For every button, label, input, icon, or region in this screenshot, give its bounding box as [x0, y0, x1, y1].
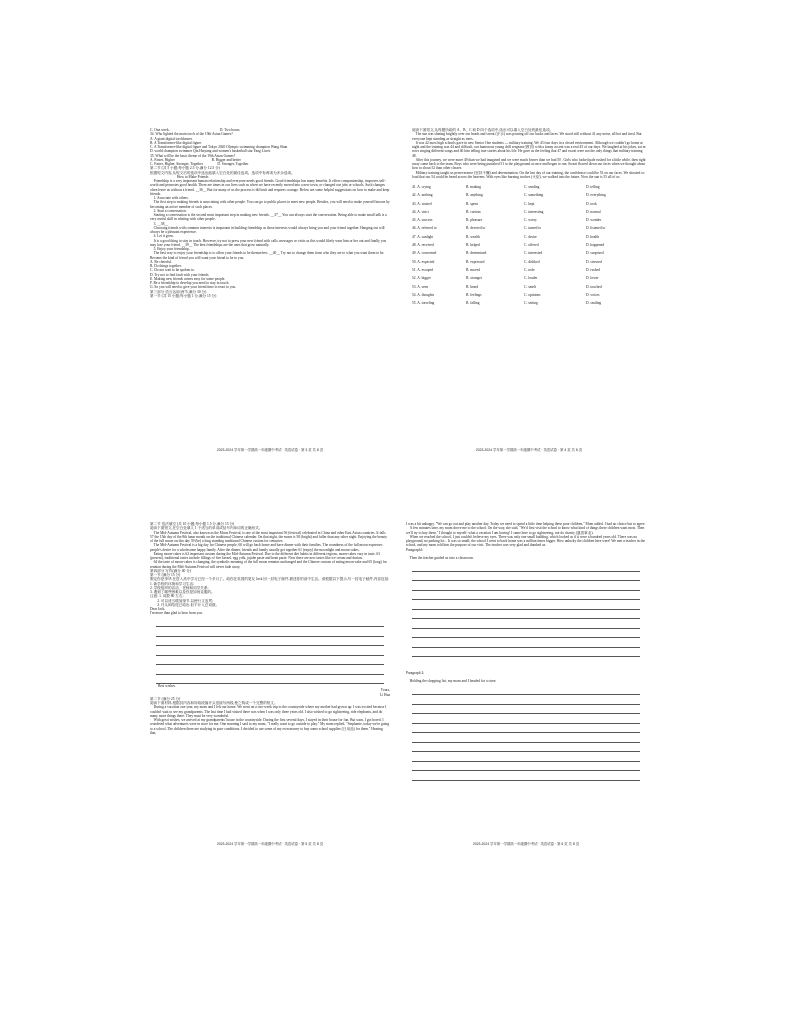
paragraph2-start: Holding the shopping list, my mom and I headed for a store.: [406, 679, 497, 684]
text-line: A. Faster, Higher B. Bigger and better: [150, 157, 241, 162]
text-line: 2. 可以适当增加细节,以使行文连贯;: [150, 598, 213, 603]
writing-line: [412, 686, 640, 696]
option-cell: D. surprised: [586, 251, 604, 256]
writing-line: [156, 627, 384, 637]
exam-page-3: [150, 128, 390, 454]
option-cell: D. took: [586, 201, 597, 206]
option-cell: B. curious: [466, 209, 481, 214]
writing-line: [412, 562, 640, 572]
option-row: [412, 249, 646, 257]
writing-line: [156, 637, 384, 647]
page5-footer: 2023-2024 学年第一学期高一年级期中考试 · 英语试卷 · 第 5 页 共 8 页: [216, 842, 324, 846]
text-line: B. A Transformer-like digital figure.: [150, 140, 203, 145]
writing-line: [412, 648, 640, 658]
option-row: [412, 183, 646, 191]
closing-line: Yours,: [380, 688, 390, 693]
option-cell: 50. A. expected: [412, 259, 435, 264]
writing-line: [412, 610, 640, 620]
text-line: F. Be a friendship to develop you need to stay in touch.: [150, 281, 230, 285]
text-line: 第三部分 语言运用(两节,满分 30 分): [150, 289, 207, 294]
option-cell: C. louder: [524, 276, 538, 281]
text-line: Dear Jack,: [150, 607, 166, 611]
option-cell: D. wonder: [586, 218, 602, 223]
option-cell: B. anything: [466, 193, 483, 198]
option-cell: 45. A. success: [412, 218, 433, 223]
text-line: I'm more than glad to hear from you.: [150, 611, 203, 616]
writing-line: [412, 629, 640, 639]
text-line: 注意: 1. 词数 80 左右;: [150, 594, 184, 599]
text-line: A. Be cheerful.: [150, 259, 172, 264]
option-cell: B. making: [466, 185, 481, 189]
option-row: [412, 241, 646, 249]
writing-line: [412, 752, 640, 762]
option-cell: C. interested: [524, 251, 543, 256]
text-line: 64 the taste of moon-cakes is changing, the symbolic meaning of the full moon remains unchanged and the Chinese custom of eating moon-cake and 65 (long) for reunion during the Mid-Autumn Festival will never fade away.: [150, 560, 388, 569]
text-line: 3. __38__: [150, 221, 168, 226]
option-cell: C. smelt: [524, 284, 536, 289]
text-line: The first step to making friends is associating with other people. You can go to public places to meet new people. Besides, you will need to make yourself known by becoming an active member of such places.: [150, 200, 391, 209]
text-line: The Mid-Autumn Festival, also known as the Moon Festival, is one of the most important 56 (festival) celebrated in China and other East Asian countries. It falls 57 the 15th day of the 8th lunar month on the traditional Chinese calendar. On that night, the moon is 58 (bright) and fuller than any other night. Enjoying the beauty of the full moon on this day 59 (be) a long standing traditional Chinese custom for centuries.: [150, 530, 388, 543]
text-line: 阅读下面短文,在空白处填入 1 个适当的单词或括号内单词的正确形式。: [150, 526, 263, 531]
text-line: 第四部分 写作(满分 40 分): [150, 568, 192, 573]
writing-line: [412, 695, 640, 705]
option-cell: D. telling: [586, 185, 600, 189]
text-line: Starting a conversation is the second most important step in making new friends. __37__ You can always start the conversation. Being able to make small talk is a very useful skill in relating with other people.: [150, 213, 388, 222]
option-cell: D. stressed: [586, 259, 602, 264]
option-cell: 43. A. wasted: [412, 201, 432, 206]
option-row: [412, 274, 646, 282]
page4-footer: 2023-2024 学年第一学期高一年级期中考试 · 英语试卷 · 第 4 页 共 8 页: [475, 448, 583, 452]
writing-line: [412, 733, 640, 743]
page6-footer: 2023-2024 学年第一学期高一年级期中考试 · 英语试卷 · 第 6 页 共 8 页: [472, 842, 580, 846]
text-line: A few minutes later, my mom drove me to the school. On the way, she said, "We'd first visit the school to know what kind of things these children want most. Then we'll try to buy them." I thought to myself: what a vacation I am having! I came here to go sightseeing, not do charity (慈善事业).: [406, 526, 646, 535]
option-cell: D. voices: [586, 292, 600, 297]
text-line: 第二节 语法填空 (共 10 小题;每小题 1.5 分,满分 15 分): [150, 522, 235, 526]
option-cell: 47. A. sunlight: [412, 234, 434, 239]
text-line: 3. 遇到了哪些困难以及你是如何克服的。: [150, 590, 215, 594]
text-line: Military training taught us perseverance (坚持不懈) and determination. On the last day of our training, the confidence could be 53 on our faces. We shouted so loud that our 54 could be heard across the heavens. With eyes like burning torches (火炬), we walked into the future. Now the sun is 55 all of us.: [412, 170, 646, 179]
text-line: G. So you will need to give your friend time to react to you.: [150, 285, 237, 290]
option-cell: C. setting: [524, 301, 538, 306]
text-line: The Mid-Autumn Festival is a big day for Chinese people, 60 will go back home and have dinner with their families. The roundness of the full moon expresses people's desire for a wholesome happy family. After the dinner, friends and family usually get together 61 (enjoy) the moonlight and moon-cakes.: [150, 543, 384, 552]
option-row: [412, 233, 646, 241]
text-line: 1. 新学校的环境和学习生活;: [150, 581, 195, 586]
option-row: [412, 191, 646, 199]
option-cell: B. feelings: [466, 292, 482, 297]
writing-line: [412, 619, 640, 629]
page5-text: [150, 522, 390, 616]
option-cell: 51. A. escaped: [412, 267, 433, 272]
text-line: During a vacation one year, my mom and I left our home. We went on a two-week trip to the countryside where my mother had grown up. I was excited because I couldn't wait to see my grandparents. The last time I had visited there was when I was only three years old. I also wished to go sightseeing, ride elephants, and do many more things there. They must be very wonderful.: [150, 705, 388, 718]
text-line: 2. 学校组织的活动、老师和同学关系;: [150, 585, 209, 590]
text-line: 1. Associate with others.: [150, 196, 189, 200]
paragraph2-lines: [406, 686, 646, 781]
closing-line: Best wishes.: [158, 684, 176, 688]
text-line: 阅读下面材料,根据其内容和所给段落开头语续写两段,使之构成一个完整的短文。: [150, 701, 278, 705]
text-line: C. A Transformer-like digital figure and Tokyo 2020 Olympic swimming champion Wang Shun: [150, 145, 288, 149]
text-line: C. Faster, Higher, Stronger, Together D. Stronger, Together: [150, 162, 249, 166]
writing-line: [412, 714, 640, 724]
text-line: 35. What will be the basic theme of the 19th Asian Games?: [150, 153, 236, 158]
option-cell: 53. A. seen: [412, 284, 428, 289]
option-cell: B. expressed: [466, 259, 485, 264]
text-line: D. Try not to find fault with your friends.: [150, 272, 210, 277]
writing-line: [412, 572, 640, 582]
option-cell: D. smiling: [586, 301, 602, 306]
option-cell: B. spent: [466, 201, 478, 206]
option-cell: 41. A. crying: [412, 185, 431, 189]
option-row: [412, 283, 646, 291]
option-cell: B. determined: [466, 251, 487, 256]
paragraph2-label: Paragraph 2:: [406, 671, 425, 675]
text-line: Paragraph1:: [406, 547, 424, 552]
option-row: [412, 258, 646, 266]
option-cell: 52. A. bigger: [412, 276, 431, 281]
option-cell: 55. A. traveling: [412, 301, 435, 306]
text-line: D. world champion swimmer Qin Haiyang and women's basketball star Yang Liwei.: [150, 149, 272, 154]
option-cell: B. heard: [466, 284, 479, 289]
option-cell: B. pleasure: [466, 218, 483, 223]
text-line: A. A giant digital torchbearer.: [150, 136, 193, 141]
text-line: 第一节 (共 15 小题;每小题 1 分,满分 15 分): [150, 293, 217, 298]
writing-line: [412, 638, 640, 648]
option-cell: D. normal: [586, 209, 601, 214]
cloze-options: [412, 183, 646, 307]
text-line: After this journey, we were more 49 than we had imagined and we were much braver than we had 50 . Girls who looked pale rushed for a little while, then right away came back to the team. Boys who were being punished 51 to the playground at once and began to run. Sweat flowed down our faces when we thought about how to shout 52 than other classes.: [412, 157, 647, 171]
option-cell: C. turned to: [524, 226, 542, 231]
text-line: 第二节 (满分 25 分): [150, 696, 181, 701]
option-row: [412, 266, 646, 274]
text-line: C. Do not wait to be spoken to.: [150, 268, 195, 273]
option-cell: 42. A. nothing: [412, 193, 433, 198]
option-cell: C. interesting: [524, 209, 544, 214]
writing-line: [412, 743, 640, 753]
exam-page-5: [150, 522, 390, 848]
text-line: 假定你是李华,在进入高中学习已经一个多月了。给你在英国的笔友 Jack 回一封电子邮件,描述你的高中生活。请根据以下提示,写一封电子邮件,内容包括:: [150, 577, 390, 582]
page3-footer: 2023-2024 学年第一学期高一年级期中考试 · 英语试卷 · 第 3 页 共 8 页: [216, 448, 324, 452]
writing-line: [156, 646, 384, 656]
option-cell: D. lower: [586, 276, 599, 281]
option-cell: B. falling: [466, 301, 480, 306]
writing-line: [156, 675, 384, 685]
writing-line: [156, 618, 384, 628]
text-line: Choosing friends with common interests is important in building friendship as those interests would always bring you and your friend together. Hanging out will always be a pleasant experience.: [150, 225, 386, 234]
option-cell: D. happened: [586, 243, 605, 248]
option-cell: D. touched: [586, 284, 602, 289]
paragraph1-lines: [406, 562, 646, 657]
text-line: 阅读下面短文,从每题所给的 A、B、C 和 D 四个选项中,选出可以填入空白处的最佳选项。: [412, 128, 554, 132]
option-cell: C. kept: [524, 201, 535, 206]
writing-line: [156, 665, 384, 675]
text-line: 3. 开头和结尾已给出,但不计入总词数。: [150, 602, 220, 607]
option-cell: C. desire: [524, 234, 537, 239]
option-cell: C. rode: [524, 267, 535, 272]
option-cell: 46. A. referred to: [412, 226, 437, 231]
text-line: I was a bit unhappy. "We can go out and play another day. Today we need to spend a little time helping these poor children," Mom added. I had no choice but to agree.: [406, 522, 646, 526]
text-line: 第一节 (满分 15 分): [150, 573, 181, 577]
letter-writing-lines: [150, 618, 390, 685]
text-line: B. Do things together.: [150, 264, 182, 268]
option-cell: C. worry: [524, 218, 537, 223]
option-cell: C. something: [524, 193, 544, 198]
writing-line: [412, 600, 640, 610]
exam-page-4: [412, 128, 646, 454]
writing-line: [412, 705, 640, 715]
page6-text: [406, 522, 646, 552]
text-line: 2. Start a conversation.: [150, 208, 187, 213]
text-line: 根据短文内容,从短文后的选项中选出能填入空白处的最佳选项。选项中有两项为多余选项。: [150, 170, 295, 175]
writing-line: [412, 724, 640, 734]
option-row: [412, 208, 646, 216]
text-line: When we reached the school, I just couldn't believe my eyes. There was only one small building, which looked as if it were a hundred years old. There was no playground, no parking lot... It was so small; the school I went to back home was a million times bigger. How unlucky the children here were! We met a teacher in the school, and my mom told him the purpose of our visit. The teacher was very glad and thanked us.: [406, 534, 646, 548]
writing-line: [412, 581, 640, 591]
text-line: 34. Who lighted the main torch of the 19th Asian Games?: [150, 132, 233, 137]
page3-text: [150, 128, 390, 298]
option-cell: C. disliked: [524, 259, 540, 264]
text-line: How to Make Friends: [150, 174, 209, 179]
writing-line: [412, 771, 640, 781]
text-line: It was 42 most high schools gave in new Senior One students — military training. We 43 four days in a closed environment. Although we couldn't go home at night and the training was 44 and difficult, our humorous young drill sergeant (教官) with a funny accent was a real 45 of our days. We laughed at his jokes, sat in rows singing different songs and 46 him telling true stories about his life. He gave us the feeling that 47 and sweat were not the only things that military training 48 .: [412, 140, 647, 158]
option-row: [412, 299, 646, 307]
text-line: 第二节 (共 5 小题;每小题 2.5 分,满分 12.5 分): [150, 166, 220, 171]
exam-page-6: [406, 522, 646, 848]
option-cell: D. rushed: [586, 267, 600, 272]
option-cell: C. sending: [524, 185, 540, 189]
page5-text-after: [150, 697, 390, 735]
option-cell: 49. A. concerned: [412, 251, 437, 256]
text-line: The sun was shining brightly over our heads and sweat (汗水) was pouring off our backs and faces. We stood still without 41 any noise, all hot and tired. But everyone kept standing as straight as trees.: [412, 132, 643, 141]
option-cell: B. devoted to: [466, 226, 486, 231]
text-line: 5. Enjoy your friendship.: [150, 247, 190, 251]
writing-line: [412, 591, 640, 601]
text-line: The best way to enjoy your friendship is to allow your friends to be themselves. __40__ Try not to change them from who they are to what you want them to be. Become the kind of friend you will want your friend to be to you.: [150, 251, 386, 260]
text-line: 4. Let it grow.: [150, 234, 174, 239]
option-row: [412, 224, 646, 232]
text-line: E. Making new friends comes easy for some people.: [150, 276, 226, 281]
option-cell: 54. A. thoughts: [412, 292, 434, 297]
text-line: Eating moon-cakes is 62 important custom during the Mid-Autumn Festival. Due to the different diet habits in different regions, moon-cakes vary in taste. 63 (present), traditional tastes include fillings of five kernel, egg yolk, jujube paste and bean paste. Now there are new tastes like ice cream and durian.: [150, 551, 381, 560]
writing-line: [156, 656, 384, 666]
page4-text: [412, 128, 646, 179]
option-cell: B. helped: [466, 243, 480, 248]
option-row: [412, 291, 646, 299]
option-row: [412, 200, 646, 208]
option-cell: C. offered: [524, 243, 539, 248]
option-cell: D. everything: [586, 193, 606, 198]
option-cell: B. moved: [466, 267, 480, 272]
option-cell: D. listened to: [586, 226, 606, 231]
text-line: It is a good thing to stay in touch. However, try not to press your new friend with calls, messages or visits as this would likely wear him or her out and finally you may lose your friend. __39__ The best friendships are the ones that grow naturally.: [150, 238, 388, 247]
letter-closing: [150, 684, 390, 697]
writing-line: [412, 762, 640, 772]
option-cell: D. health: [586, 234, 600, 239]
option-cell: 44. A. strict: [412, 209, 429, 214]
option-cell: 48. A. received: [412, 243, 434, 248]
option-cell: B. wealth: [466, 234, 480, 239]
text-line: With great wishes, we arrived at my grandparents' house in the countryside. During the first several days, I stayed in their house for fun. But soon, I got bored. I wondered what adventures were in store for me. One morning I said to my mom, "I really want to go outside to play." My mom replied, "Stephanie, today we're going to a school. The children there are studying in poor conditions. I decided to use some of my own money to buy some school supplies (日用品) for them." Hearing that,: [150, 718, 391, 735]
option-row: [412, 216, 646, 224]
paragraph1-start: Then the teacher guided us into a classroom.: [406, 555, 474, 560]
text-line: C. One week. D. Two hours.: [150, 128, 241, 132]
option-cell: C. opinions: [524, 292, 541, 297]
text-line: Friendship is a very important human relationship and everyone needs good friends. Good friendships has many benefits. It offers companionship, improves self-worth and promotes good health. There are times in our lives such as when we have recently moved into a new town, or changed our jobs or schools. Such changes often leave us without a friend. __36__ But for many of us the process is difficult and requires courage. Below are some helpful suggestions on how to make and keep friends.: [150, 179, 391, 196]
option-cell: B. stronger: [466, 276, 482, 281]
closing-line: Li Hua: [379, 692, 390, 697]
